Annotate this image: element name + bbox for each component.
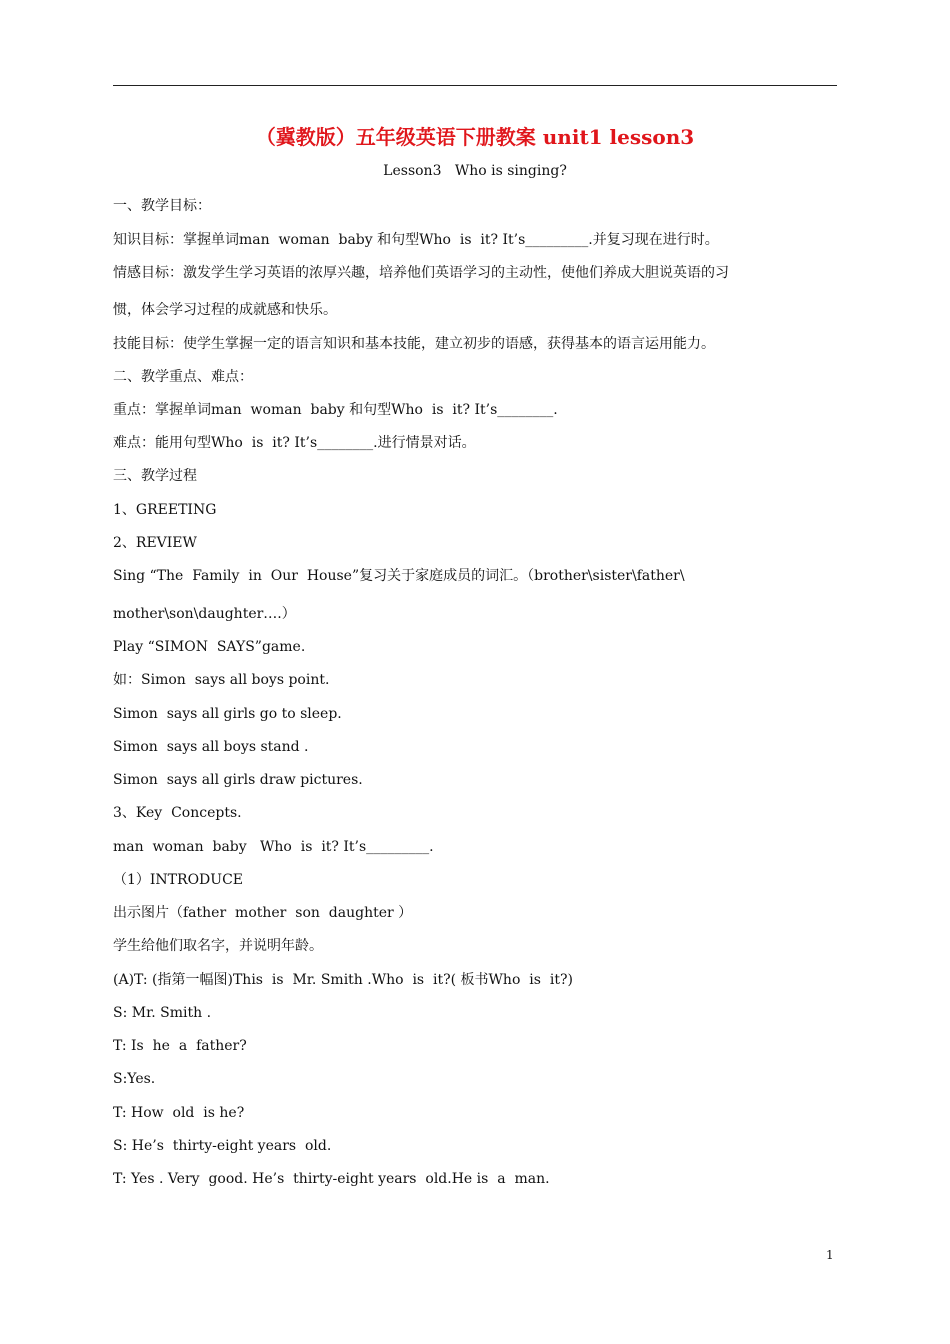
text-line: 情感目标：激发学生学习英语的浓厚兴趣，培养他们英语学习的主动性，使他们养成大胆说英语的习: [113, 265, 729, 281]
header-rule: [113, 85, 837, 86]
text-line: 出示图片（father mother son daughter ）: [113, 905, 413, 921]
text-line: 2、REVIEW: [113, 535, 197, 551]
text-line: 1、GREETING: [113, 502, 217, 518]
text-line: 一、教学目标：: [113, 198, 211, 214]
text-line: （1）INTRODUCE: [113, 872, 243, 888]
text-line: Simon says all boys stand .: [113, 739, 309, 755]
lesson-subtitle: Lesson3 Who is singing?: [383, 163, 567, 179]
text-line: Simon says all girls go to sleep.: [113, 706, 342, 722]
text-line: 二、教学重点、难点：: [113, 369, 253, 385]
text-line: 3、Key Concepts.: [113, 805, 242, 821]
text-line: T: Yes . Very good. He’s thirty-eight years old.He is a man.: [113, 1171, 550, 1187]
text-line: 知识目标：掌握单词man woman baby 和句型Who is it? It’s_________.并复习现在进行时。: [113, 232, 719, 248]
text-line: (A)T: (指第一幅图)This is Mr. Smith .Who is it?( 板书Who is it?): [113, 972, 573, 988]
text-line: Simon says all girls draw pictures.: [113, 772, 363, 788]
text-line: mother\son\daughter….）: [113, 606, 296, 622]
text-line: S:Yes.: [113, 1071, 156, 1087]
text-line: 学生给他们取名字，并说明年龄。: [113, 938, 323, 954]
text-line: T: Is he a father?: [113, 1038, 247, 1054]
text-line: 重点：掌握单词man woman baby 和句型Who is it? It’s________.: [113, 402, 558, 418]
text-line: 技能目标：使学生掌握一定的语言知识和基本技能，建立初步的语感，获得基本的语言运用能力。: [113, 336, 715, 352]
text-line: Play “SIMON SAYS”game.: [113, 639, 306, 655]
text-line: man woman baby Who is it? It’s_________.: [113, 839, 434, 855]
text-line: 如：Simon says all boys point.: [113, 672, 330, 688]
document-title: （冀教版）五年级英语下册教案 unit1 lesson3: [255, 125, 695, 149]
text-line: S: Mr. Smith .: [113, 1005, 212, 1021]
text-line: 难点：能用句型Who is it? It’s________.进行情景对话。: [113, 435, 476, 451]
text-line: S: He’s thirty-eight years old.: [113, 1138, 332, 1154]
text-line: Sing “The Family in Our House”复习关于家庭成员的词汇。（brother\sister\father\: [113, 568, 685, 584]
text-line: 三、教学过程: [113, 468, 197, 484]
text-line: T: How old is he?: [113, 1105, 245, 1121]
page-number: 1: [826, 1248, 834, 1262]
text-line: 惯，体会学习过程的成就感和快乐。: [113, 302, 337, 318]
